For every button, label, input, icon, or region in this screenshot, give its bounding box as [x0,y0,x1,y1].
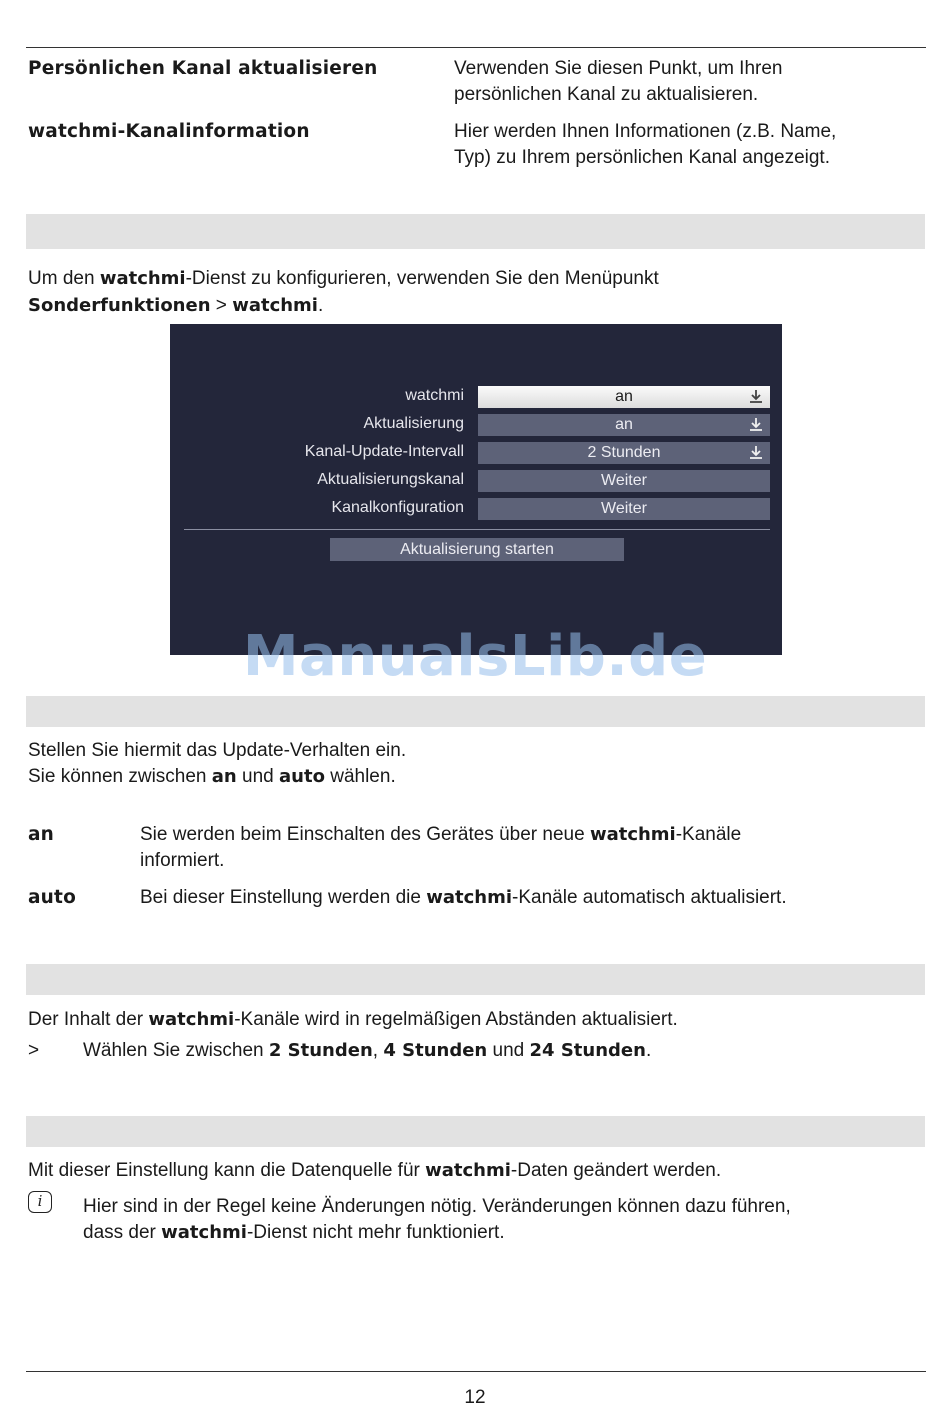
bullet-marker: > [28,1040,40,1061]
menu-value: 2 Stunden [587,444,661,461]
menu-field-watchmi[interactable] [478,386,770,408]
definition-desc: Hier werden Ihnen Informationen (z.B. Name, [454,121,837,142]
watermark: ManualsLib.de [242,624,708,689]
definition-desc: Typ) zu Ihrem persönlichen Kanal angezeigt. [454,147,830,168]
menu-label-kanal-update-intervall: Kanal-Update-Intervall [304,443,464,460]
option-desc: informiert. [140,850,225,871]
download-arrow-icon [748,416,764,434]
paragraph: Mit dieser Einstellung kann die Datenquelle für watchmi-Daten geändert werden. [28,1160,722,1181]
menu-label-aktualisierung: Aktualisierung [363,415,464,432]
note-text: dass der watchmi-Dienst nicht mehr funktioniert. [83,1222,505,1243]
definition-term: watchmi-Kanalinformation [28,121,310,142]
download-arrow-icon [748,444,764,462]
section-header-band [26,1116,925,1147]
paragraph: Sie können zwischen an und auto wählen. [28,766,396,787]
option-term: auto [28,887,77,908]
start-update-button[interactable]: Aktualisierung starten [330,538,624,561]
footer-divider [26,1371,926,1372]
top-divider [26,47,926,48]
section-header-band [26,214,925,249]
watchmi-settings-screenshot [170,324,782,655]
option-term: an [28,824,55,845]
menu-label-watchmi: watchmi [405,387,464,404]
section-header-band [26,964,925,995]
menu-label-kanalkonfiguration: Kanalkonfiguration [331,499,464,516]
menu-value: an [615,416,633,433]
menu-field-aktualisierung[interactable] [478,414,770,436]
menu-value: Weiter [601,472,647,489]
menu-label-aktualisierungskanal: Aktualisierungskanal [317,471,464,488]
option-desc: Sie werden beim Einschalten des Gerätes über neue watchmi-Kanäle [140,824,742,845]
definition-desc: Verwenden Sie diesen Punkt, um Ihren [454,58,783,79]
menu-value: Weiter [601,500,647,517]
menu-field-kanalkonfiguration[interactable] [478,498,770,520]
page-number: 12 [464,1387,486,1408]
menu-field-aktualisierungskanal[interactable] [478,470,770,492]
paragraph: Stellen Sie hiermit das Update-Verhalten ein. [28,740,407,761]
section-header-band [26,696,925,727]
download-arrow-icon [748,388,764,406]
definition-term: Persönlichen Kanal aktualisieren [28,58,378,79]
bullet-text: Wählen Sie zwischen 2 Stunden, 4 Stunden und 24 Stunden. [83,1040,652,1061]
paragraph: Der Inhalt der watchmi-Kanäle wird in regelmäßigen Abständen aktualisiert. [28,1009,678,1030]
option-desc: Bei dieser Einstellung werden die watchmi-Kanäle automatisch aktualisiert. [140,887,787,908]
menu-value: an [615,388,633,405]
intro-paragraph: Um den watchmi-Dienst zu konfigurieren, verwenden Sie den Menüpunkt [28,268,659,289]
menu-field-kanal-update-intervall[interactable] [478,442,770,464]
menu-divider [184,529,770,530]
definition-desc: persönlichen Kanal zu aktualisieren. [454,84,759,105]
intro-menu-path: Sonderfunktionen > watchmi. [28,295,324,316]
note-text: Hier sind in der Regel keine Änderungen nötig. Veränderungen können dazu führen, [83,1196,791,1217]
info-icon: i [28,1191,52,1213]
